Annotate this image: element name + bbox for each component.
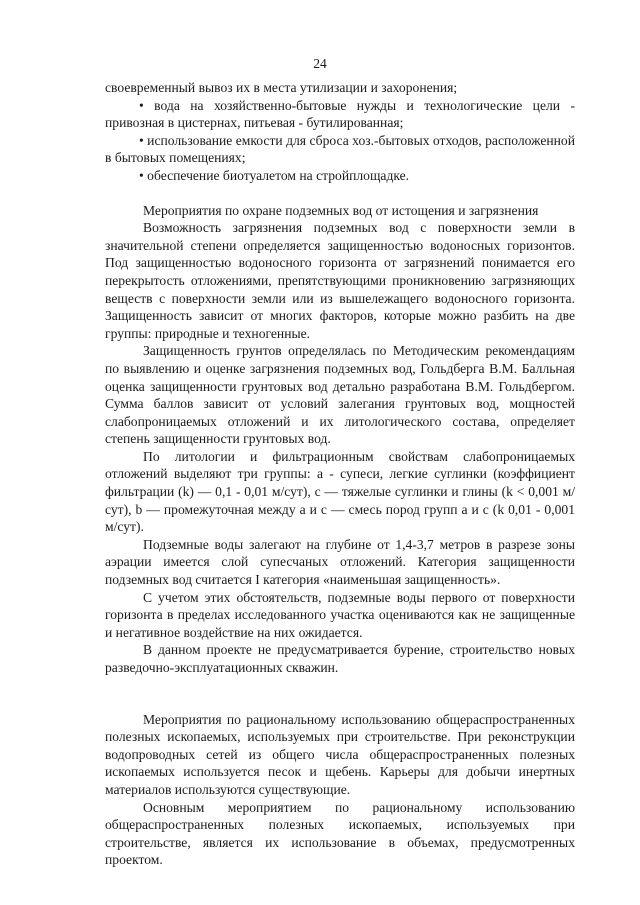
groundwater-paragraph-4: Подземные воды залегают на глубине от 1,4-3,7 метров в разрезе зоны аэрации имеется слой супесчаных отложений. Категория защищенности подземных вод считается I категория «наименьшая защищенность».: [105, 536, 575, 588]
groundwater-paragraph-1: Возможность загрязнения подземных вод с поверхности земли в значительной степени определяется защищенностью водоносных горизонтов. Под защищенностью водоносного горизонта от загрязнений понимается его перекрытость отложениями, препятствующими проникновению загрязняющих веществ с поверхности земли или из вышележащего водоносного горизонта. Защищенность зависит от многих факторов, которые можно разбить на две группы: природные и техногенные.: [105, 220, 575, 341]
groundwater-paragraph-6: В данном проекте не предусматривается бурение, строительство новых разведочно-эксплуатационных скважин.: [105, 642, 575, 675]
groundwater-paragraph-2: Защищенность грунтов определялась по Методическим рекомендациям по выявлению и оценке загрязнения подземных вод, Гольдберга В.М. Балльная оценка защищенности грунтовых вод детально разработана В.М. Гольдбергом. Сумма баллов зависит от условий залегания грунтовых вод, мощностей слабопроницаемых отложений и их литологического состава, определяет степень защищенности грунтовых вод.: [105, 343, 575, 447]
section-title-groundwater: Мероприятия по охране подземных вод от истощения и загрязнения: [143, 202, 539, 218]
groundwater-paragraph-5: С учетом этих обстоятельств, подземные воды первого от поверхности горизонта в пределах исследованного участка оцениваются как не защищенные и негативное воздействие на них ожидается.: [105, 589, 575, 640]
intro-paragraph: своевременный вывоз их в места утилизации и захоронения;: [105, 80, 458, 95]
bullet-water-supply: • вода на хозяйственно-бытовые нужды и технологические цели - привозная в цистернах, питьевая - бутилированная;: [105, 97, 575, 131]
minerals-paragraph-1: Мероприятия по рациональному использованию общераспространенных полезных ископаемых, используемых при строительстве. При реконструкции водопроводных сетей из общего числа общераспространенных полезных ископаемых используется песок и щебень. Карьеры для добычи инертных материалов используются существующие.: [105, 711, 575, 797]
page-number: 24: [313, 56, 327, 71]
bullet-waste-tank: • использование емкости для сброса хоз.-бытовых отходов, расположенной в бытовых помещениях;: [105, 132, 575, 166]
groundwater-paragraph-3: По литологии и фильтрационным свойствам слабопроницаемых отложений выделяют три группы: а - супеси, легкие суглинки (коэффициент фильтрации (k) — 0,1 - 0,01 м/сут), с — тяжелые суглинки и глины (k < 0,001 м/сут), b — промежуточная между а и с — смесь пород групп а и с (k 0,01 - 0,001 м/сут).: [105, 448, 575, 535]
minerals-paragraph-2: Основным мероприятием по рациональному использованию общераспространенных полезных ископаемых, используемых при строительстве, является их использование в объемах, предусмотренных проектом.: [105, 799, 575, 868]
page-body: [105, 79, 575, 869]
bullet-biotoilet: • обеспечение биотуалетом на стройплощадке.: [139, 167, 410, 183]
